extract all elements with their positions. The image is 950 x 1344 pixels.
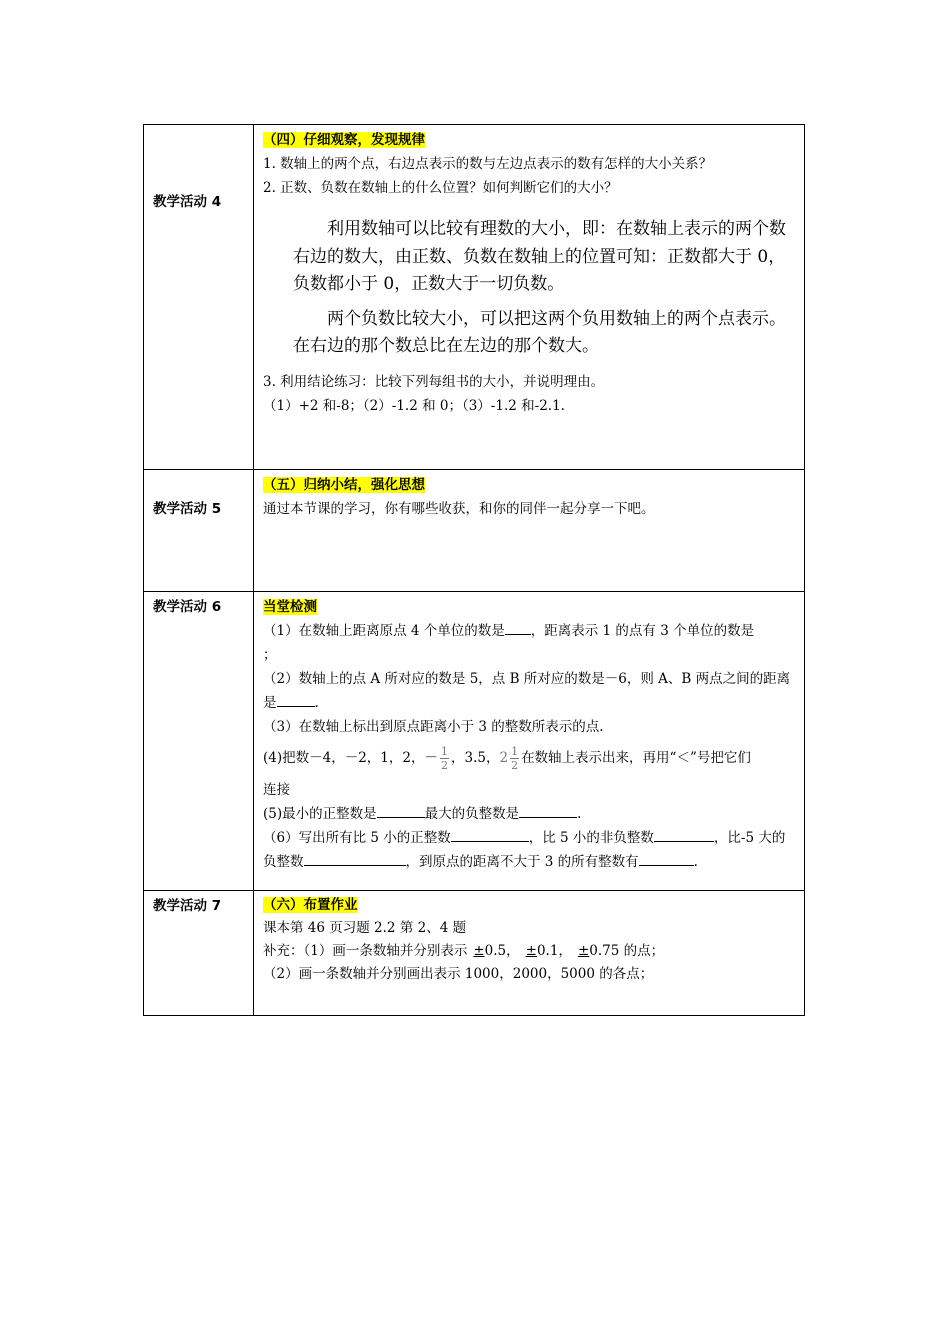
answer-blank xyxy=(451,827,529,842)
lesson-plan-table xyxy=(143,124,805,1016)
quiz-item-4: (4)把数－4，－2，1，2，－ $\frac{1}{2}$ ，3.5，2 $\frac{1}{2}$ 在数轴上表示出来，再用“＜”号把它们 xyxy=(263,745,751,772)
quiz-item-6: （6）写出所有比 5 小的正整数 ，比 5 小的非负整数 ，比-5 大的负整数 ，到原点的距离不大于 3 的所有整数有 . xyxy=(263,826,796,874)
row-content xyxy=(254,891,805,1016)
row-label xyxy=(144,470,254,592)
question-3: 3. 利用结论练习：比较下列每组书的大小，并说明理由。 xyxy=(263,373,605,390)
quiz-item-2: （2）数轴上的点 A 所对应的数是 5，点 B 所对应的数是－6，则 A、B 两点之间的距离是 . xyxy=(263,671,791,711)
row-content xyxy=(254,592,805,891)
quiz-item-5: (5)最小的正整数是 最大的负整数是 . xyxy=(263,802,796,826)
fraction-one-half: $\frac{1}{2}$ xyxy=(511,745,519,772)
row-label xyxy=(144,592,254,891)
activity-row-5 xyxy=(144,470,805,592)
homework-line-1: 课本第 46 页习题 2.2 第 2、4 题 xyxy=(263,920,467,936)
activity-label: 教学活动 5 xyxy=(153,501,222,517)
fraction-one-half: $\frac{1}{2}$ xyxy=(440,745,448,772)
homework-line-2: 补充：（1）画一条数轴并分别表示 ±0.5， ±0.1， ±0.75 的点； xyxy=(263,943,665,959)
section-heading: 当堂检测 xyxy=(263,599,317,615)
answer-blank xyxy=(377,803,425,818)
activity-row-4 xyxy=(144,125,805,470)
row-content xyxy=(254,470,805,592)
activity-label: 教学活动 4 xyxy=(153,194,222,210)
section-heading: （四）仔细观察，发现规律 xyxy=(263,132,425,148)
activity-label: 教学活动 6 xyxy=(153,599,222,615)
activity-row-7 xyxy=(144,891,805,1016)
activity-row-6 xyxy=(144,592,805,891)
answer-blank xyxy=(277,692,315,707)
conclusion-paragraph-1: 利用数轴可以比较有理数的大小，即：在数轴上表示的两个数右边的数大，由正数、负数在数轴上的位置可知：正数都大于 0，负数都小于 0，正数大于一切负数。 xyxy=(293,219,786,294)
question-1: 1. 数轴上的两个点，右边点表示的数与左边点表示的数有怎样的大小关系？ xyxy=(263,156,713,172)
section-heading: （五）归纳小结，强化思想 xyxy=(263,477,425,493)
question-3-items: （1）+2 和-8；（2）-1.2 和 0；（3）-1.2 和-2.1. xyxy=(263,397,565,414)
row-label xyxy=(144,891,254,1016)
answer-blank xyxy=(304,851,406,866)
question-2: 2. 正数、负数在数轴上的什么位置？如何判断它们的大小？ xyxy=(263,180,618,196)
quiz-item-1: （1）在数轴上距离原点 4 个单位的数是 ，距离表示 1 的点有 3 个单位的数是 ； xyxy=(263,619,796,667)
section-heading: （六）布置作业 xyxy=(263,897,358,913)
answer-blank xyxy=(505,620,531,635)
quiz-item-4-cont: 连接 xyxy=(263,782,290,798)
row-content xyxy=(254,125,805,470)
conclusion-paragraph-2: 两个负数比较大小，可以把这两个负用数轴上的两个点表示。在右边的那个数总比在左边的那个数大。 xyxy=(293,308,786,356)
quiz-item-3: （3）在数轴上标出到原点距离小于 3 的整数所表示的点. xyxy=(263,719,604,735)
answer-blank xyxy=(639,851,694,866)
row-label xyxy=(144,125,254,470)
summary-text: 通过本节课的学习，你有哪些收获，和你的同伴一起分享一下吧。 xyxy=(263,501,655,517)
answer-blank xyxy=(654,827,714,842)
answer-blank xyxy=(519,803,577,818)
activity-label: 教学活动 7 xyxy=(153,898,222,914)
homework-line-3: （2）画一条数轴并分别画出表示 1000，2000，5000 的各点； xyxy=(263,966,654,982)
